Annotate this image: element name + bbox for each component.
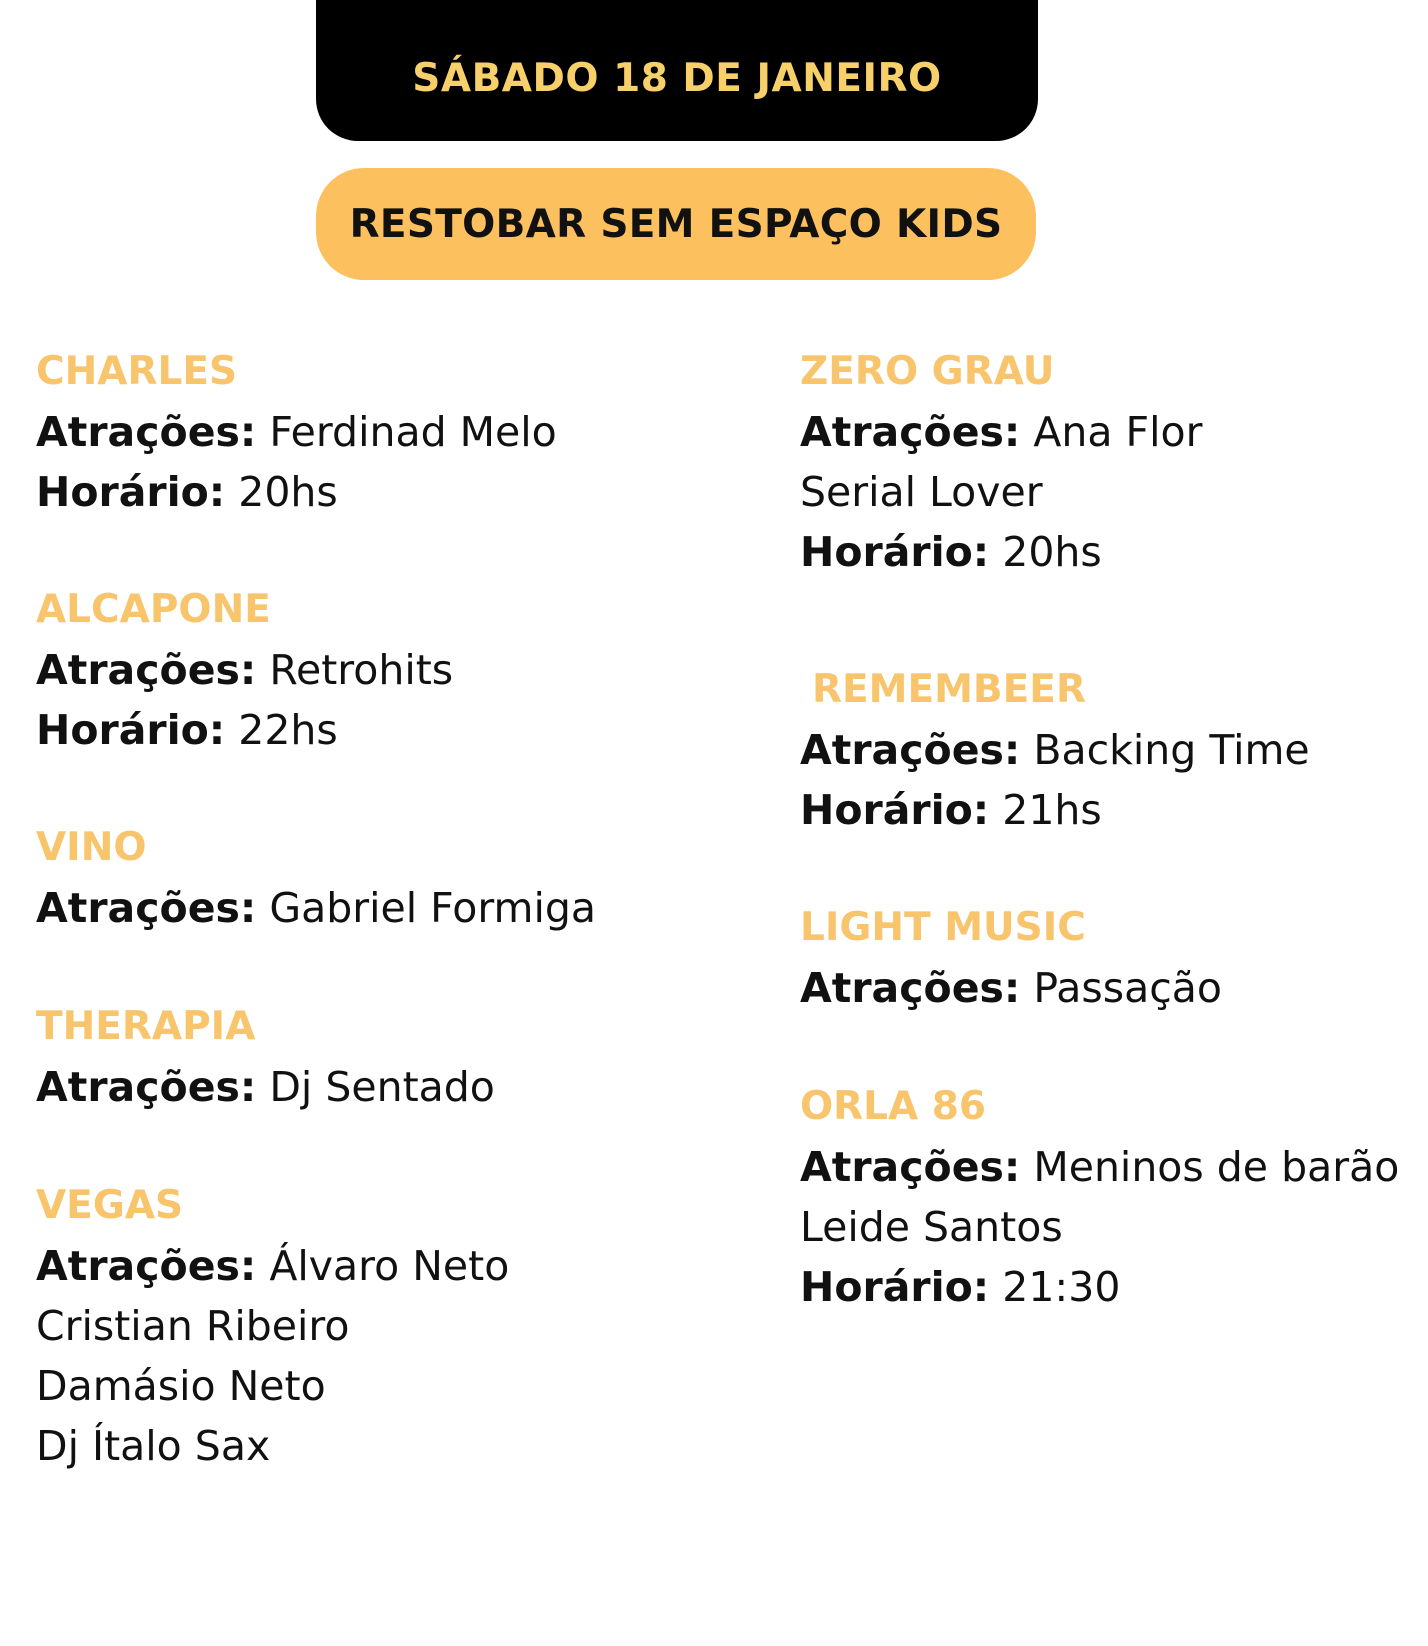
attractions-line [36, 878, 676, 938]
attraction-line: Leide Santos [800, 1203, 1063, 1251]
venue-vino [36, 818, 676, 938]
time-line [36, 462, 676, 522]
venue-orla-86 [800, 1077, 1428, 1317]
attraction: Álvaro Neto [269, 1242, 510, 1290]
venue-name: LIGHT MUSIC [800, 905, 1086, 950]
venue-charles [36, 342, 676, 522]
attraction: Meninos de barão [1033, 1143, 1400, 1191]
time-value: 22hs [238, 706, 338, 754]
venue-light-music [800, 898, 1428, 1018]
venue-name: CHARLES [36, 349, 238, 394]
attractions-line [800, 1137, 1428, 1197]
attraction: Backing Time [1033, 726, 1310, 774]
attraction: Passação [1033, 964, 1222, 1012]
time-value: 20hs [1002, 528, 1102, 576]
venue-alcapone [36, 580, 676, 760]
time-value: 21hs [1002, 786, 1102, 834]
venue-therapia [36, 997, 676, 1117]
venue-vegas [36, 1176, 676, 1476]
venue-name: THERAPIA [36, 1004, 256, 1049]
attraction-line: Serial Lover [800, 468, 1043, 516]
attractions-label: Atrações: [36, 646, 257, 694]
date-title: SÁBADO 18 DE JANEIRO [412, 56, 942, 101]
time-label: Horário: [36, 706, 226, 754]
restobar-pill [316, 168, 1036, 280]
time-value: 20hs [238, 468, 338, 516]
venue-zero-grau [800, 342, 1428, 582]
attractions-label: Atrações: [36, 1063, 257, 1111]
attraction: Ana Flor [1033, 408, 1203, 456]
attractions-line [800, 402, 1428, 462]
attractions-label: Atrações: [36, 408, 257, 456]
date-banner [316, 0, 1038, 141]
attraction-line: Damásio Neto [36, 1362, 326, 1410]
time-label: Horário: [800, 786, 990, 834]
attraction: Retrohits [269, 646, 454, 694]
attractions-label: Atrações: [800, 408, 1021, 456]
attraction-line: Cristian Ribeiro [36, 1302, 350, 1350]
time-label: Horário: [800, 1263, 990, 1311]
attractions-line [36, 1057, 676, 1117]
time-line [36, 700, 676, 760]
venue-name: REMEMBEER [812, 667, 1086, 712]
attractions-line [800, 720, 1428, 780]
time-value: 21:30 [1002, 1263, 1121, 1311]
attraction: Ferdinad Melo [269, 408, 557, 456]
time-line [800, 780, 1428, 840]
venue-name: ORLA 86 [800, 1084, 987, 1129]
attractions-label: Atrações: [800, 1143, 1021, 1191]
attraction-line: Dj Ítalo Sax [36, 1422, 271, 1470]
time-line [800, 522, 1428, 582]
venue-name: ZERO GRAU [800, 349, 1055, 394]
restobar-label: RESTOBAR SEM ESPAÇO KIDS [349, 201, 1003, 247]
venue-name: ALCAPONE [36, 587, 271, 632]
venue-remembeer [800, 660, 1428, 840]
attraction: Dj Sentado [269, 1063, 495, 1111]
attractions-label: Atrações: [36, 1242, 257, 1290]
venue-name: VINO [36, 825, 147, 870]
time-label: Horário: [36, 468, 226, 516]
attraction: Gabriel Formiga [269, 884, 596, 932]
time-line [800, 1257, 1428, 1317]
attractions-label: Atrações: [800, 964, 1021, 1012]
time-label: Horário: [800, 528, 990, 576]
venue-name: VEGAS [36, 1183, 184, 1228]
attractions-label: Atrações: [800, 726, 1021, 774]
attractions-line [36, 1236, 676, 1296]
attractions-line [36, 640, 676, 700]
attractions-label: Atrações: [36, 884, 257, 932]
attractions-line [800, 958, 1428, 1018]
attractions-line [36, 402, 676, 462]
